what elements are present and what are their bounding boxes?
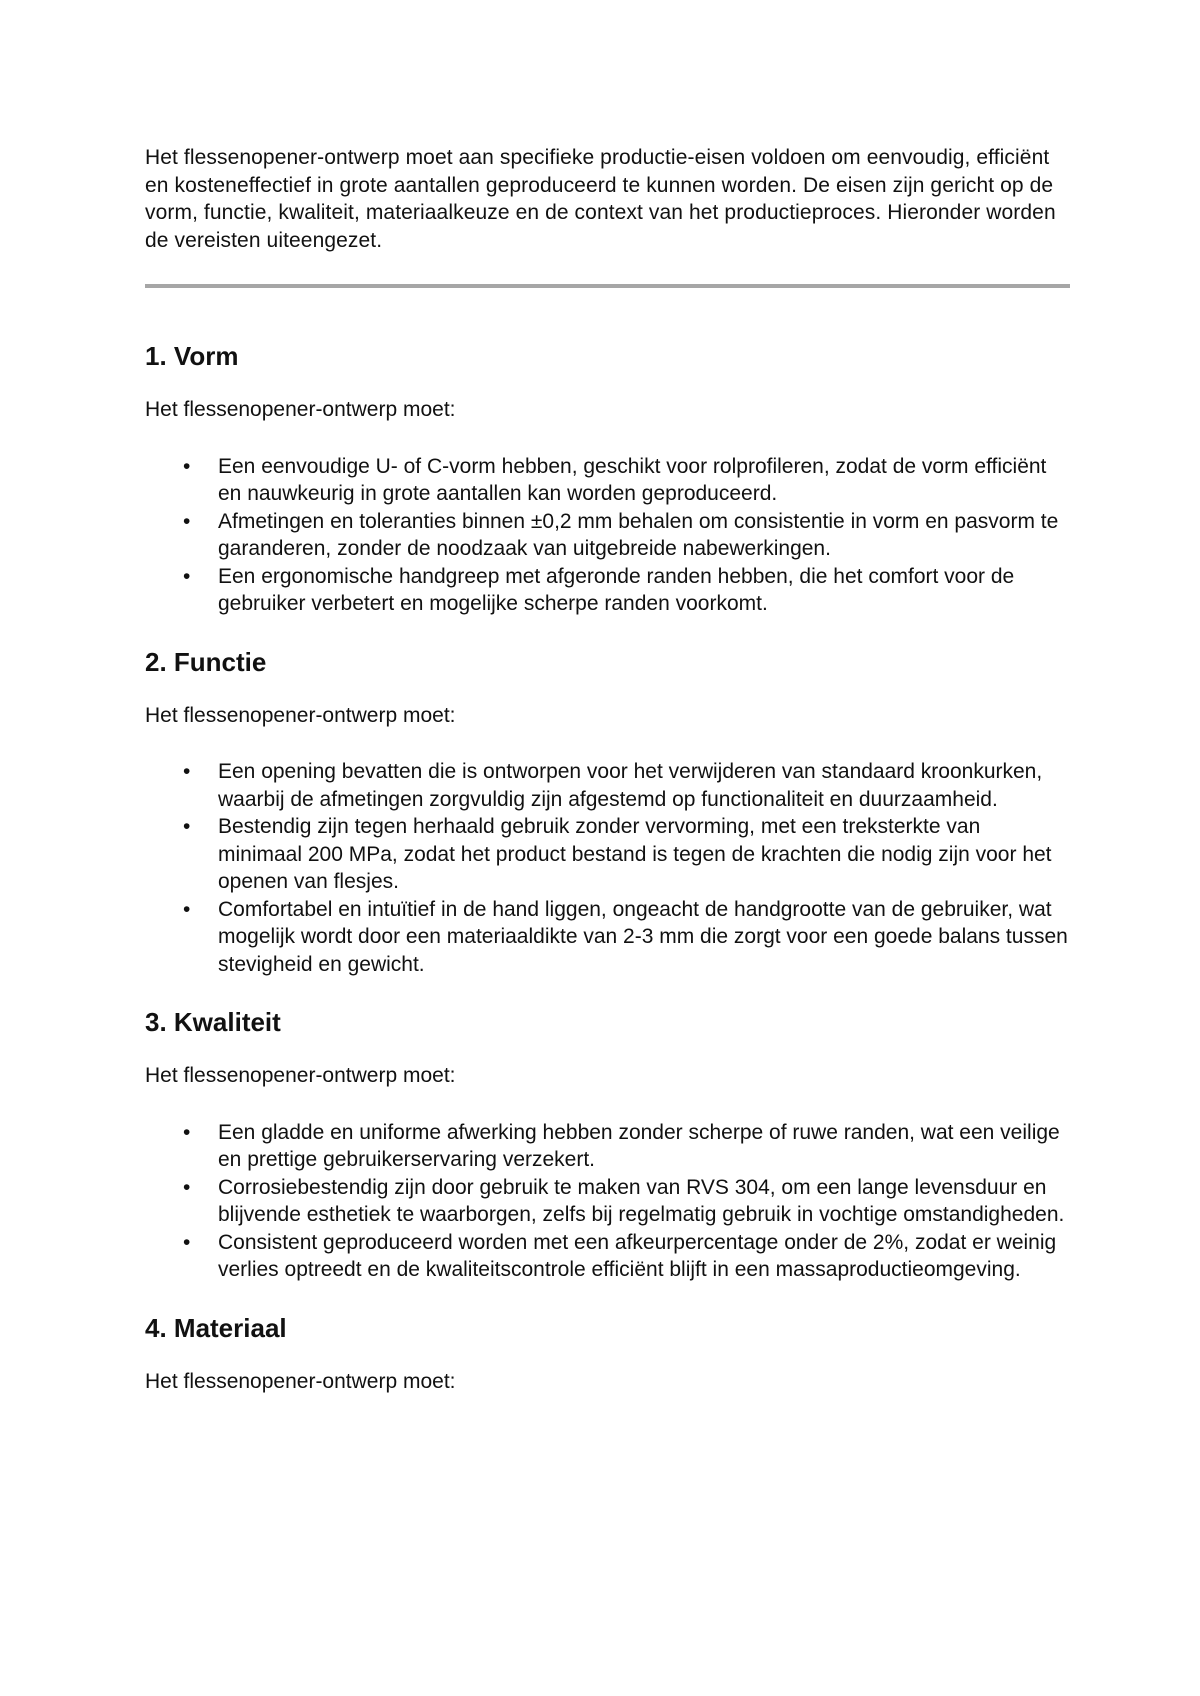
section-lead: Het flessenopener-ontwerp moet: [145, 703, 456, 727]
section-materiaal [145, 1312, 1070, 1396]
bullet-icon: • [183, 564, 191, 588]
section-title: 3. Kwaliteit [145, 1007, 281, 1037]
section-title: 4. Materiaal [145, 1312, 287, 1343]
list-item [145, 508, 1070, 563]
list-item [145, 1119, 1070, 1174]
list-item-text: Een gladde en uniforme afwerking hebben zonder scherpe of ruwe randen, wat een veilige en prettige gebruikerservaring verzekert. [218, 1120, 1060, 1171]
list-item [145, 1229, 1070, 1284]
list-item-text: Een eenvoudige U- of C-vorm hebben, geschikt voor rolprofileren, zodat de vorm efficiënt en nauwkeurig in grote aantallen kan worden geproduceerd. [218, 454, 1047, 505]
section-title: 1. Vorm [145, 341, 239, 371]
bullet-icon: • [183, 1230, 191, 1254]
list-item-text: Comfortabel en intuïtief in de hand liggen, ongeacht de handgrootte van de gebruiker, wat mogelijk wordt door een materiaaldikte van 2-3 mm die zorgt voor een goede balans tussen stevigheid en gewicht. [218, 897, 1068, 976]
bullet-list [145, 453, 1070, 618]
list-item [145, 1174, 1070, 1229]
section-title: 2. Functie [145, 646, 267, 677]
section-lead: Het flessenopener-ontwerp moet: [145, 1064, 456, 1087]
intro-paragraph: Het flessenopener-ontwerp moet aan specifieke productie-eisen voldoen om eenvoudig, efficiënt en kosteneffectief in grote aantallen geproduceerd te kunnen worden. De eisen zijn gericht op de vorm, functie, kwaliteit, materiaalkeuze en de context van het productieproces. Hieronder worden de vereisten uiteengezet. [145, 146, 1056, 252]
section-lead: Het flessenopener-ontwerp moet: [145, 398, 456, 421]
list-item [145, 758, 1070, 813]
list-item-text: Corrosiebestendig zijn door gebruik te maken van RVS 304, om een lange levensduur en blijvende esthetiek te waarborgen, zelfs bij regelmatig gebruik in vochtige omstandigheden. [218, 1175, 1065, 1226]
section-functie [145, 646, 1070, 979]
list-item [145, 896, 1070, 979]
bullet-icon: • [183, 509, 191, 533]
bullet-icon: • [183, 760, 191, 783]
list-item-text: Een opening bevatten die is ontworpen voor het verwijderen van standaard kroonkurken, waarbij de afmetingen zorgvuldig zijn afgestemd op functionaliteit en duurzaamheid. [218, 760, 1043, 811]
section-vorm [145, 340, 1070, 618]
section-kwaliteit [145, 1006, 1070, 1284]
list-item-text: Afmetingen en toleranties binnen ±0,2 mm behalen om consistentie in vorm en pasvorm te garanderen, zonder de noodzaak van uitgebreide nabewerkingen. [218, 509, 1059, 560]
document-content [145, 144, 1070, 1395]
bullet-list [145, 1119, 1070, 1284]
list-item [145, 453, 1070, 508]
list-item-text: Een ergonomische handgreep met afgeronde randen hebben, die het comfort voor de gebruiker verbetert en mogelijke scherpe randen voorkomt. [218, 564, 1015, 615]
list-item-text: Bestendig zijn tegen herhaald gebruik zonder vervorming, met een treksterkte van minimaal 200 MPa, zodat het product bestand is tegen de krachten die nodig zijn voor het openen van flesjes. [218, 815, 1052, 893]
bullet-icon: • [183, 815, 191, 838]
bullet-icon: • [183, 1120, 191, 1144]
bullet-list [145, 758, 1070, 978]
horizontal-divider [145, 284, 1070, 288]
list-item [145, 813, 1070, 896]
bullet-icon: • [183, 1175, 191, 1199]
bullet-icon: • [183, 897, 191, 921]
section-lead: Het flessenopener-ontwerp moet: [145, 1369, 456, 1393]
bullet-icon: • [183, 454, 191, 478]
list-item-text: Consistent geproduceerd worden met een afkeurpercentage onder de 2%, zodat er weinig verlies optreedt en de kwaliteitscontrole efficiënt blijft in een massaproductieomgeving. [218, 1230, 1057, 1281]
list-item [145, 563, 1070, 618]
